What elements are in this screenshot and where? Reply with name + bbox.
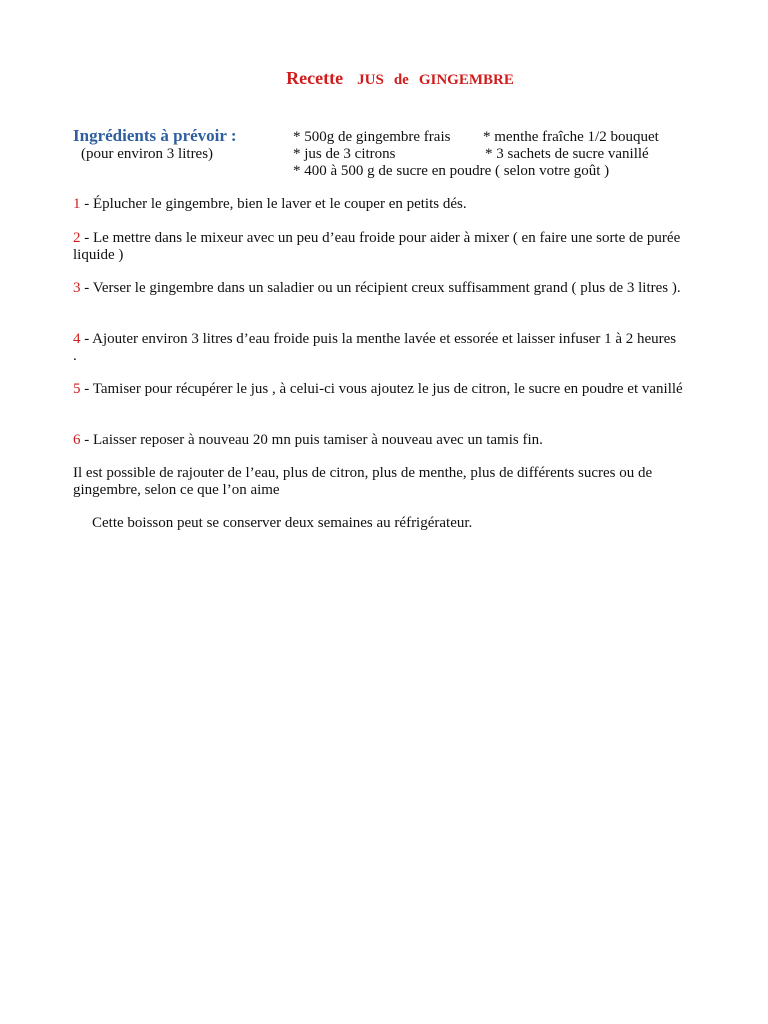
- recipe-step: [73, 432, 683, 449]
- note-paragraph: Il est possible de rajouter de l’eau, plus de citron, plus de menthe, plus de différents sucres ou de gingembre, selon ce que l’on aime: [73, 465, 653, 498]
- step-number: 6: [73, 432, 81, 448]
- title-part-1: JUS: [357, 72, 384, 88]
- conservation-paragraph: Cette boisson peut se conserver deux semaines au réfrigérateur.: [92, 515, 473, 531]
- step-number: 5: [73, 381, 81, 397]
- recipe-title: [0, 68, 768, 89]
- title-part-3: GINGEMBRE: [418, 72, 514, 88]
- step-number: 1: [73, 196, 81, 212]
- ingredient-item: * 3 sachets de sucre vanillé: [485, 146, 649, 162]
- title-word: Recette: [286, 68, 344, 88]
- step-text: Laisser reposer à nouveau 20 mn puis tamiser à nouveau avec un tamis fin.: [93, 432, 543, 448]
- recipe-step: [73, 280, 683, 297]
- ingredient-item: * 500g de gingembre frais: [293, 129, 451, 145]
- step-separator: -: [80, 196, 93, 212]
- step-text: Ajouter environ 3 litres d’eau froide puis la menthe lavée et essorée et laisser infuser 1 à 2 heures .: [73, 331, 677, 364]
- step-text: Éplucher le gingembre, bien le laver et le couper en petits dés.: [93, 196, 467, 212]
- recipe-step: [73, 381, 683, 398]
- step-separator: -: [80, 331, 93, 347]
- step-text: Verser le gingembre dans un saladier ou un récipient creux suffisamment grand ( plus de 3 litres ).: [92, 280, 681, 296]
- ingredient-item: * menthe fraîche 1/2 bouquet: [483, 129, 659, 145]
- title-part-2: de: [393, 72, 409, 88]
- recipe-step: [73, 196, 683, 213]
- ingredients-heading: Ingrédients à prévoir :: [73, 126, 237, 145]
- ingredient-item: * jus de 3 citrons: [293, 146, 396, 162]
- step-text: Tamiser pour récupérer le jus , à celui-ci vous ajoutez le jus de citron, le sucre en poudre et vanillé: [92, 381, 683, 397]
- ingredients-quantity-note: (pour environ 3 litres): [81, 146, 214, 162]
- recipe-step: [73, 230, 683, 264]
- step-number: 2: [73, 230, 81, 246]
- step-separator: -: [80, 432, 93, 448]
- step-separator: -: [80, 381, 93, 397]
- step-number: 3: [73, 280, 81, 296]
- step-number: 4: [73, 331, 81, 347]
- step-separator: -: [80, 230, 93, 246]
- step-separator: -: [80, 280, 93, 296]
- step-text: Le mettre dans le mixeur avec un peu d’eau froide pour aider à mixer ( en faire une sorte de purée liquide ): [73, 230, 681, 263]
- recipe-step: [73, 331, 683, 365]
- ingredient-item: * 400 à 500 g de sucre en poudre ( selon votre goût ): [293, 163, 610, 179]
